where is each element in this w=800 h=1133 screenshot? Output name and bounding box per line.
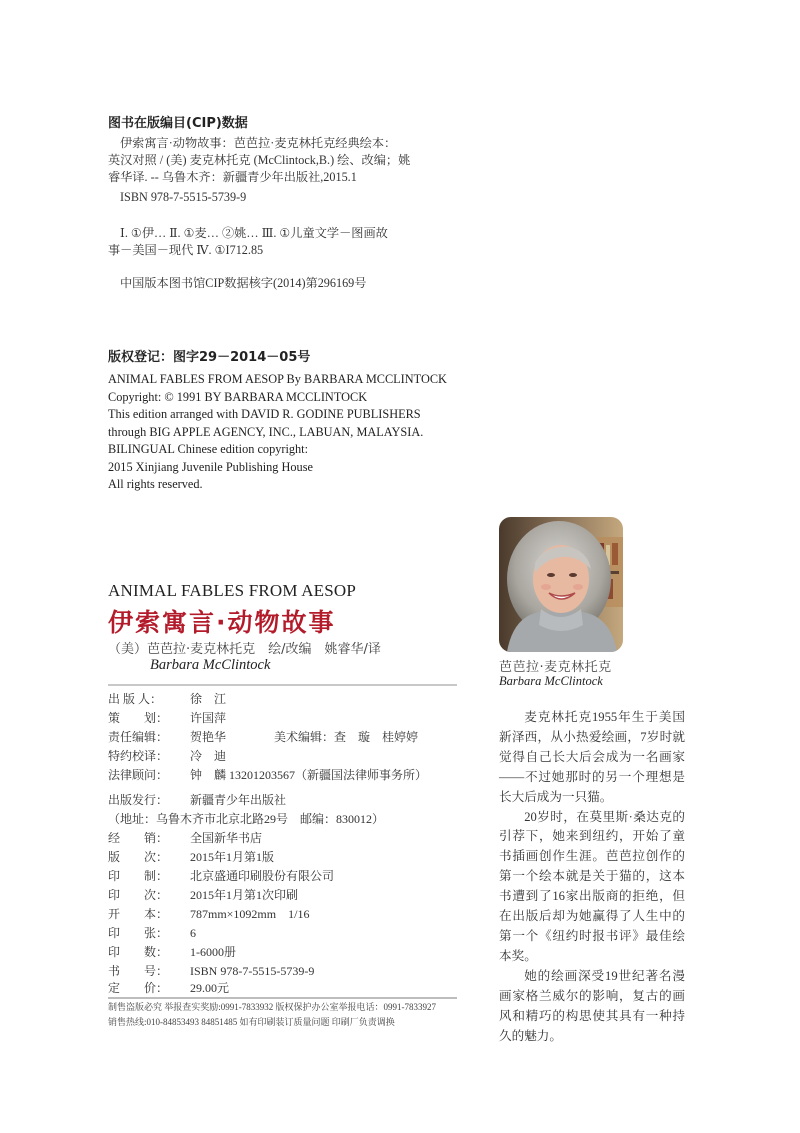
cip-heading: 图书在版编目(CIP)数据 <box>108 116 248 131</box>
bio-paragraph: 20岁时，在莫里斯·桑达克的引荐下，她来到纽约，开始了童书插画创作生涯。芭芭拉创作的第一个绘本就是关于猫的，这本书遭到了16家出版商的拒绝，但在出版后却为她赢得了人生中的第一个《纽约时报书评》最佳绘本奖。 <box>499 809 685 963</box>
bio-paragraph: 她的绘画深受19世纪著名漫画家格兰威尔的影响，复古的画风和精巧的构思使其具有一种持久的魅力。 <box>499 968 685 1043</box>
staff-value: 徐 江 <box>190 692 227 706</box>
book-title-english: ANIMAL FABLES FROM AESOP <box>108 581 357 600</box>
staff-value: 查 璇 桂婷婷 <box>334 730 419 744</box>
publisher-label: 出版发行： <box>108 793 169 807</box>
pub-value: 全国新华书店 <box>190 831 263 845</box>
pub-row-edition <box>108 849 274 866</box>
pub-value: 北京盛通印刷股份有限公司 <box>190 869 335 883</box>
author-portrait-image <box>499 517 623 652</box>
staff-label: 责任编辑： <box>108 730 169 744</box>
pub-value: 1-6000册 <box>190 945 236 959</box>
copyright-line: All rights reserved. <box>108 477 203 491</box>
pub-value: 2015年1月第1版 <box>190 850 275 864</box>
staff-value: 贺艳华 <box>190 730 227 744</box>
staff-value: 钟 麟 13201203567（新疆国法律师事务所） <box>190 768 428 782</box>
publisher-value: 新疆青少年出版社 <box>190 793 287 807</box>
staff-label: 策 划： <box>108 711 169 725</box>
pub-row-printer <box>108 868 334 885</box>
cip-line: 伊索寓言·动物故事：芭芭拉·麦克林托克经典绘本： <box>120 136 397 150</box>
photo-caption-chinese: 芭芭拉·麦克林托克 <box>499 660 612 675</box>
pub-value: 6 <box>190 926 196 940</box>
cip-line: 英汉对照 / (美) 麦克林托克 (McClintock,B.) 绘、改编；姚 <box>108 153 411 167</box>
publisher-row <box>108 792 286 809</box>
copyright-registration-heading: 版权登记：图字29－2014－05号 <box>108 350 311 365</box>
staff-row-legal <box>108 767 427 784</box>
pub-label: 开 本： <box>108 907 169 921</box>
sales-hotline: 销售热线:010-84853493 84851485 如有印刷装订质量问题 印刷厂负责调换 <box>108 1017 395 1027</box>
staff-value: 许国萍 <box>190 711 227 725</box>
copyright-line: Copyright: © 1991 BY BARBARA MCCLINTOCK <box>108 390 368 404</box>
pub-row-format <box>108 906 309 923</box>
book-title-chinese: 伊索寓言·动物故事 <box>108 608 336 637</box>
staff-label: 特约校译： <box>108 749 169 763</box>
cip-classification: 事－美国－现代 Ⅳ. ①I712.85 <box>108 243 264 257</box>
staff-row-editors <box>108 729 418 746</box>
pub-label: 书 号： <box>108 964 169 978</box>
pub-row-isbn <box>108 963 314 980</box>
pub-label: 印 次： <box>108 888 169 902</box>
author-biography <box>499 708 685 1046</box>
pub-label: 定 价： <box>108 981 169 995</box>
staff-value: 冷 迪 <box>190 749 227 763</box>
pub-label: 经 销： <box>108 831 169 845</box>
bio-paragraph: 麦克林托克1955年生于美国新泽西，从小热爱绘画，7岁时就觉得自己长大后会成为一名画家——不过她那时的另一个理想是长大后成为一只猫。 <box>499 710 685 804</box>
author-photo <box>499 517 623 652</box>
staff-row-proofreader <box>108 748 226 765</box>
book-credits: （美）芭芭拉·麦克林托克 绘/改编 姚睿华/译 <box>108 642 381 657</box>
pub-row-sheets <box>108 925 196 942</box>
staff-row-publisher <box>108 691 226 708</box>
staff-label: 法律顾问： <box>108 768 169 782</box>
pub-row-distribution <box>108 830 262 847</box>
cip-isbn: ISBN 978-7-5515-5739-9 <box>120 190 247 204</box>
pub-value: 2015年1月第1次印刷 <box>190 888 299 902</box>
staff-label: 美术编辑： <box>274 730 335 744</box>
photo-caption-english: Barbara McClintock <box>499 674 603 688</box>
pub-label: 印 制： <box>108 869 169 883</box>
pub-value: 29.00元 <box>190 981 230 995</box>
copyright-line: ANIMAL FABLES FROM AESOP By BARBARA MCCLINTOCK <box>108 372 447 386</box>
book-author: Barbara McClintock <box>150 657 271 673</box>
copyright-line: 2015 Xinjiang Juvenile Publishing House <box>108 460 313 474</box>
pub-row-price <box>108 980 229 997</box>
pub-value: 787mm×1092mm 1/16 <box>190 907 310 921</box>
cip-classification: Ⅰ. ①伊… Ⅱ. ①麦… ②姚… Ⅲ. ①儿童文学－图画故 <box>120 226 388 240</box>
pub-row-print-run <box>108 944 236 961</box>
divider <box>108 997 457 999</box>
pub-label: 印 张： <box>108 926 169 940</box>
copyright-line: through BIG APPLE AGENCY, INC., LABUAN, MALAYSIA. <box>108 425 424 439</box>
pub-row-impression <box>108 887 298 904</box>
staff-label: 出 版 人： <box>108 692 163 706</box>
cip-number: 中国版本图书馆CIP数据核字(2014)第296169号 <box>120 276 367 290</box>
pub-label: 印 数： <box>108 945 169 959</box>
cip-line: 睿华译. -- 乌鲁木齐：新疆青少年出版社,2015.1 <box>108 170 357 184</box>
publisher-address: （地址：乌鲁木齐市北京北路29号 邮编：830012） <box>108 812 385 826</box>
pub-label: 版 次： <box>108 850 169 864</box>
copyright-line: BILINGUAL Chinese edition copyright: <box>108 442 309 456</box>
copyright-line: This edition arranged with DAVID R. GODINE PUBLISHERS <box>108 407 421 421</box>
divider <box>108 684 457 686</box>
pub-value: ISBN 978-7-5515-5739-9 <box>190 964 315 978</box>
anti-piracy-notice: 制售盗版必究 举报查实奖励:0991-7833932 版权保护办公室举报电话：0991-7833927 <box>108 1002 436 1012</box>
staff-row-planning <box>108 710 226 727</box>
